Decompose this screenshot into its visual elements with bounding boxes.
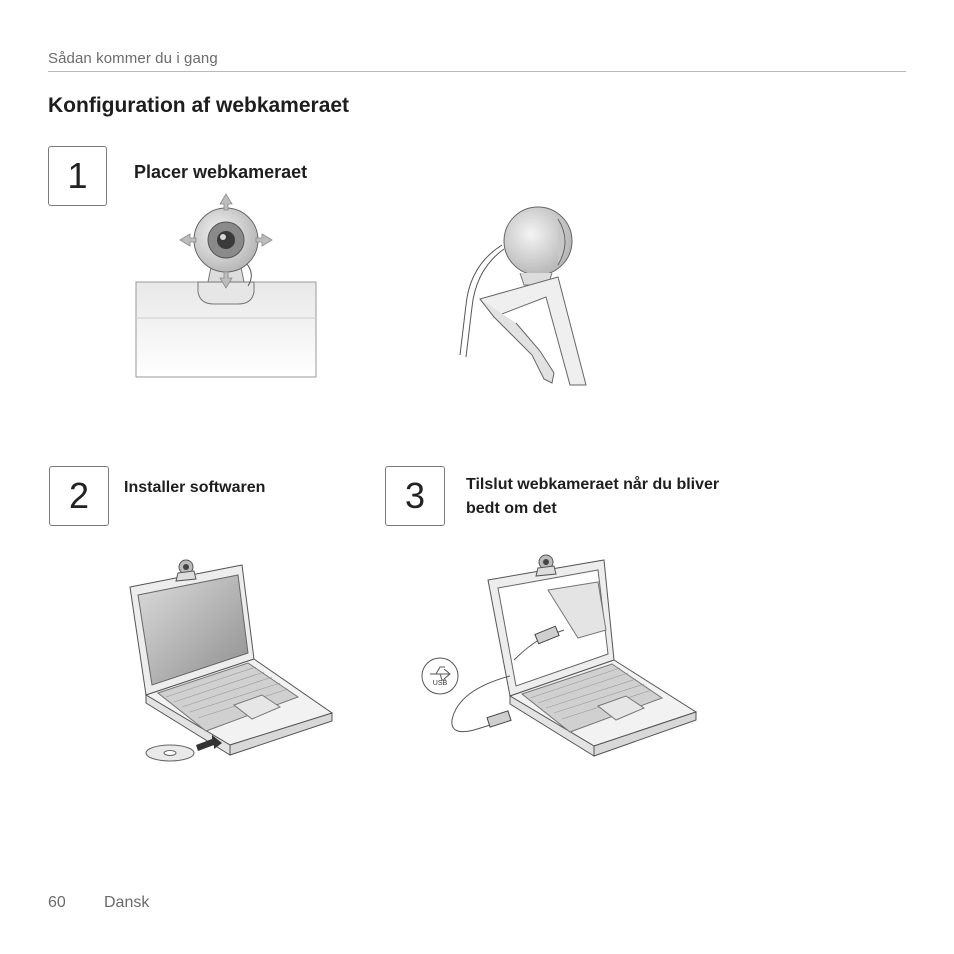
step-1-number: 1 [48,146,107,206]
step-1-label: Placer webkameraet [134,162,308,182]
step-2-label: Installer softwaren [124,479,266,496]
page-number: 60 [48,894,66,911]
page-title: Konfiguration af webkameraet [48,94,350,117]
step-3-number: 3 [385,466,445,526]
header-divider [48,71,906,72]
webcam-clip-side-illustration [440,205,610,390]
section-header: Sådan kommer du i gang [48,50,218,67]
step-3-label-line1: Tilslut webkameraet når du bliver [466,476,720,493]
step-2-number: 2 [49,466,109,526]
laptop-with-cd-illustration [128,555,338,770]
footer-language: Dansk [104,894,150,911]
webcam-on-monitor-illustration [130,190,330,380]
laptop-usb-connection-illustration [418,550,703,760]
usb-label: USB [432,680,448,687]
step-3-label-line2: bedt om det [466,500,557,517]
